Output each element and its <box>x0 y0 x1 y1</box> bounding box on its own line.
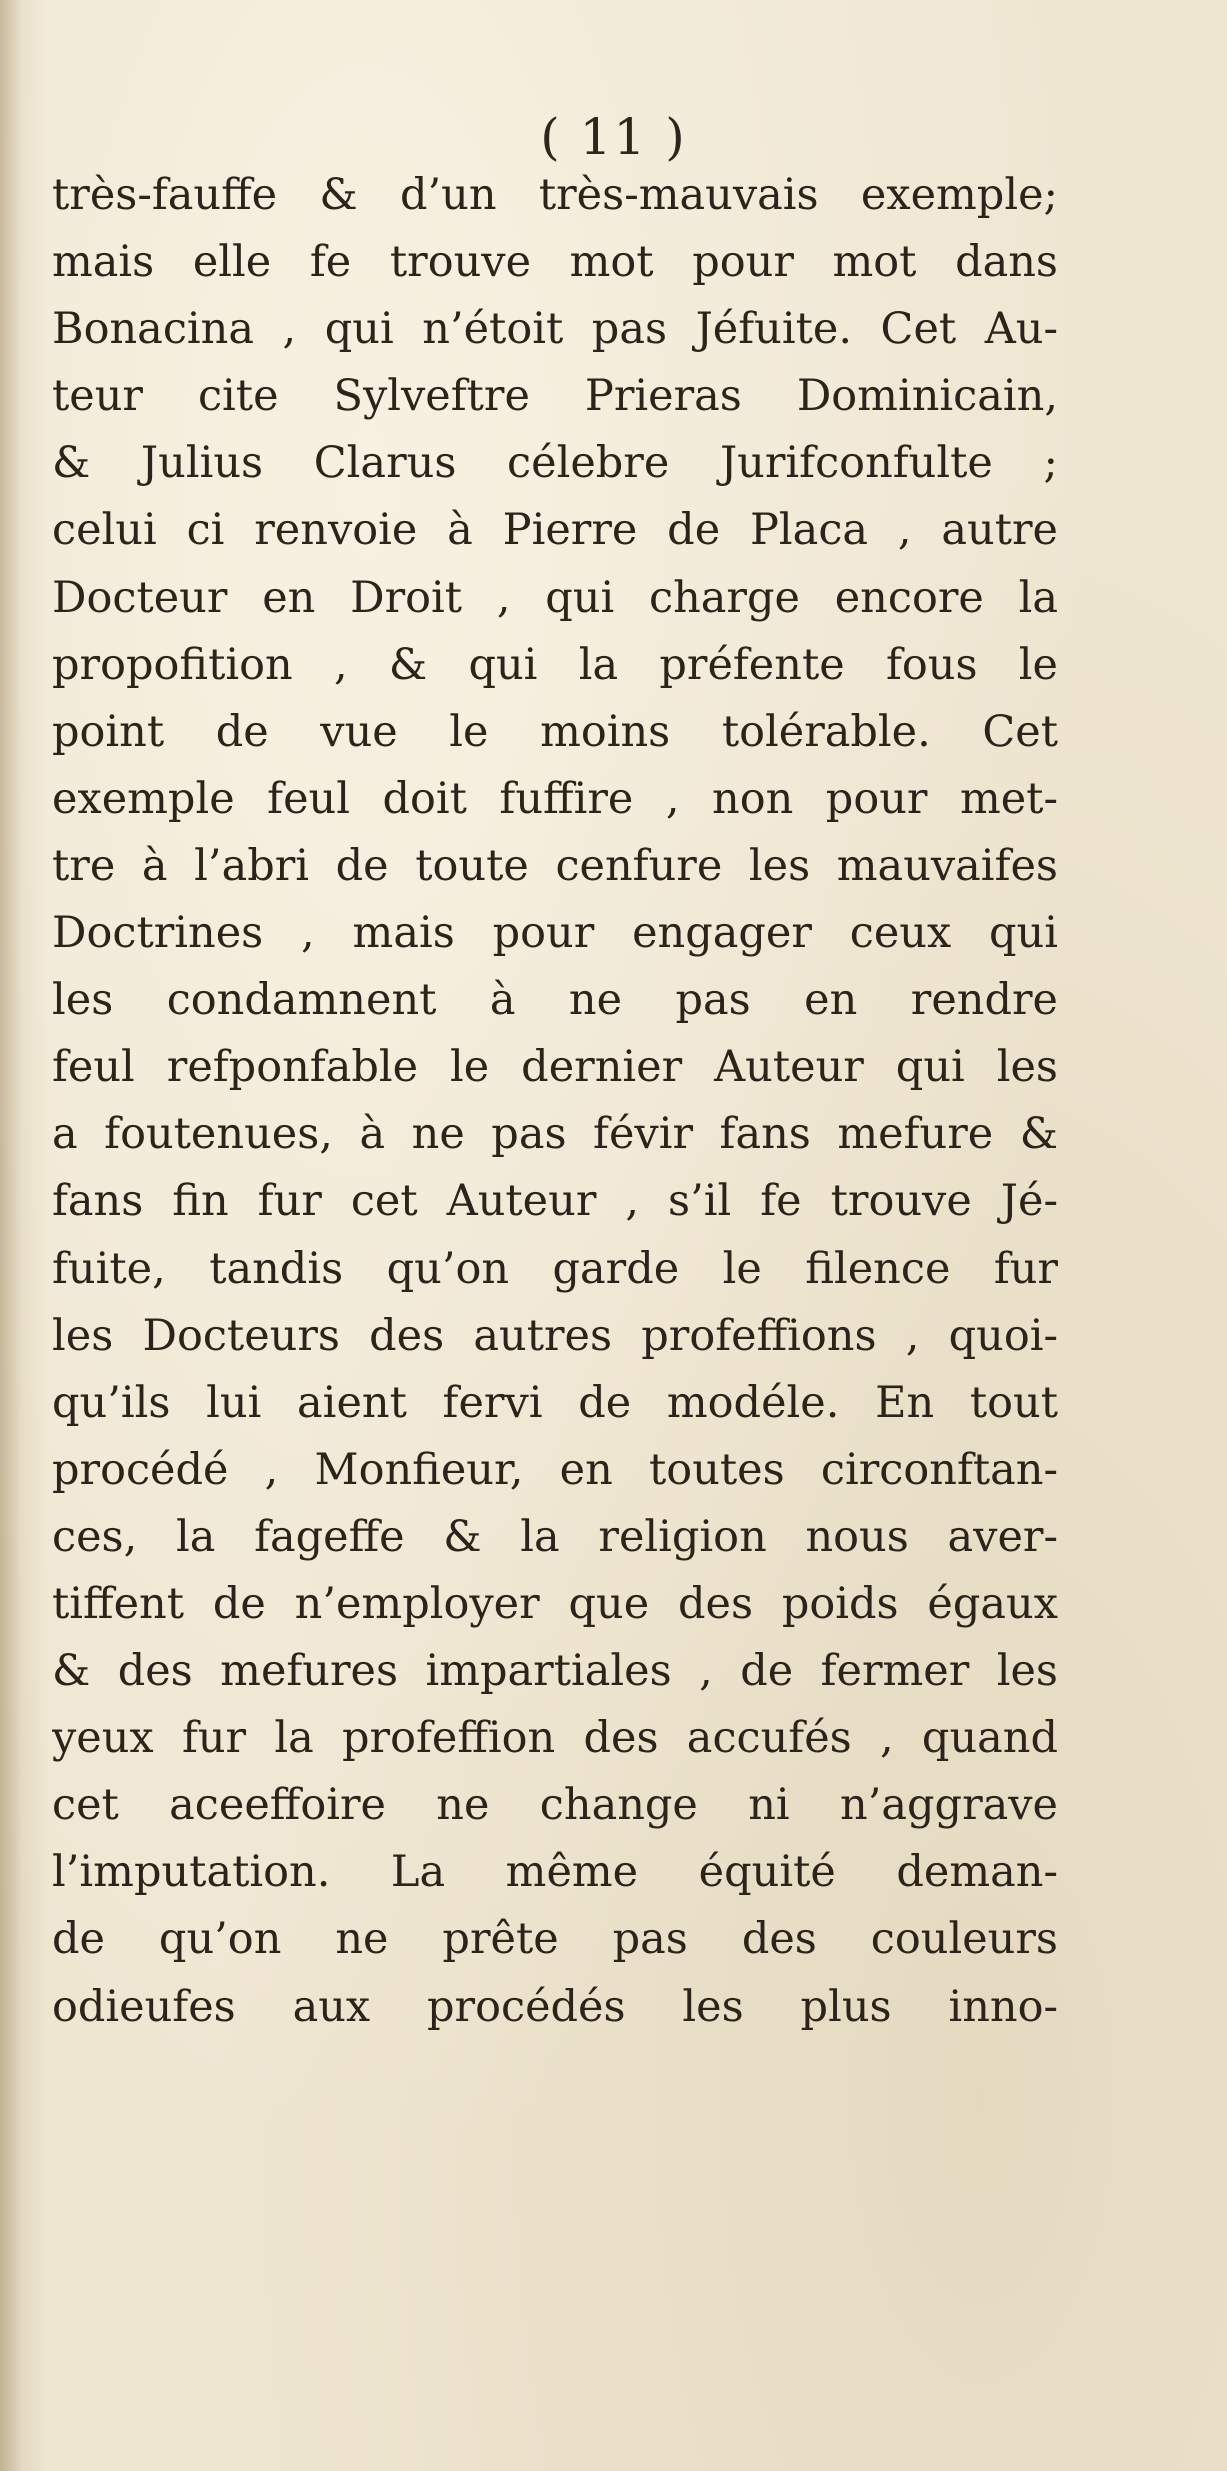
text-line: & Julius Clarus célebre Jurifconfulte ; <box>52 438 1058 489</box>
text-line: qu’ils lui aient fervi de modéle. En tout <box>52 1377 1058 1428</box>
text-line: fans fin fur cet Auteur , s’il fe trouve Jé- <box>52 1176 1058 1227</box>
text-line: a foutenues, à ne pas févir fans mefure & <box>52 1109 1058 1160</box>
text-line: très-fauffe & d’un très-mauvais exemple; <box>52 170 1058 220</box>
text-line: l’imputation. La même équité deman- <box>52 1847 1058 1898</box>
text-line: tiffent de n’employer que des poids égaux <box>52 1578 1058 1629</box>
text-line: de qu’on ne prête pas des couleurs <box>52 1914 1058 1965</box>
text-line: propofition , & qui la préfente fous le <box>52 639 1058 690</box>
spine-shadow <box>0 0 22 2471</box>
page-number: ( 11 ) <box>540 108 687 166</box>
text-line: feul refponfable le dernier Auteur qui les <box>52 1042 1058 1093</box>
text-line: point de vue le moins tolérable. Cet <box>52 706 1058 757</box>
text-line: Bonacina , qui n’étoit pas Jéfuite. Cet Au- <box>52 304 1058 355</box>
text-line: mais elle fe trouve mot pour mot dans <box>52 237 1058 288</box>
text-line: tre à l’abri de toute cenfure les mauvaifes <box>52 840 1058 891</box>
text-line: Docteur en Droit , qui charge encore la <box>52 572 1058 623</box>
text-line: fuite, tandis qu’on garde le filence fur <box>52 1243 1058 1294</box>
text-line: cet aceeffoire ne change ni n’aggrave <box>52 1780 1058 1831</box>
text-line: teur cite Sylveftre Prieras Dominicain, <box>52 371 1058 422</box>
text-line: yeux fur la profeffion des accufés , quand <box>52 1713 1058 1764</box>
text-line: odieufes aux procédés les plus inno- <box>52 1981 1058 2032</box>
text-line: les Docteurs des autres profeffions , quoi- <box>52 1310 1058 1361</box>
text-line: Doctrines , mais pour engager ceux qui <box>52 908 1058 959</box>
text-line: exemple feul doit fuffire , non pour met- <box>52 773 1058 824</box>
text-line: celui ci renvoie à Pierre de Placa , autre <box>52 505 1058 556</box>
body-text <box>52 162 1058 2041</box>
text-line: ces, la fageffe & la religion nous aver- <box>52 1511 1058 1562</box>
text-line: & des mefures impartiales , de fermer les <box>52 1646 1058 1697</box>
text-line: procédé , Monfieur, en toutes circonftan- <box>52 1444 1058 1495</box>
text-line: les condamnent à ne pas en rendre <box>52 975 1058 1026</box>
